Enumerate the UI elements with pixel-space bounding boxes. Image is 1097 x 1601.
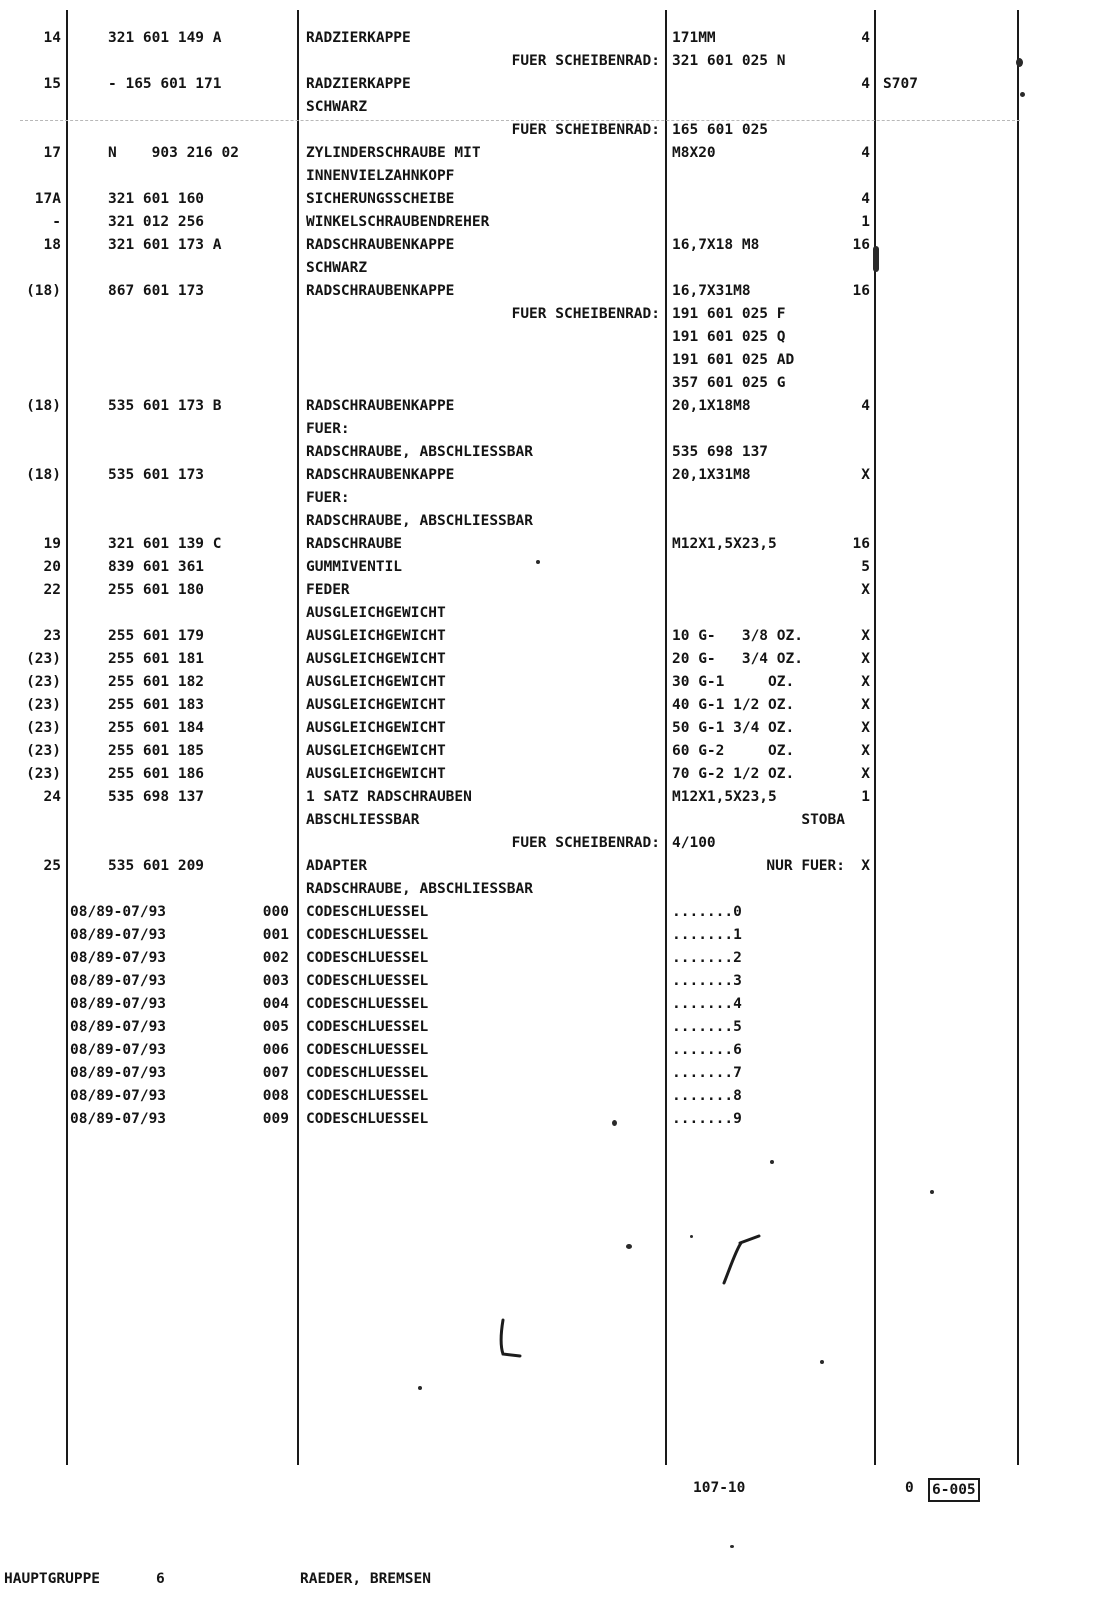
specification: 165 601 025: [672, 122, 769, 138]
table-row: [0, 234, 1097, 257]
quantity: 1: [861, 214, 870, 230]
part-number: 535 601 173: [108, 467, 205, 483]
main-group-name: RAEDER, BREMSEN: [300, 1571, 431, 1587]
table-row: [0, 625, 1097, 648]
part-number: 255 601 180: [108, 582, 205, 598]
part-description: RADSCHRAUBE, ABSCHLIESSBAR: [306, 513, 533, 529]
specification: 20,1X31M8: [672, 467, 751, 483]
part-description: ADAPTER: [306, 858, 368, 874]
specification: .......3: [672, 973, 742, 989]
part-description: RADSCHRAUBENKAPPE: [306, 398, 455, 414]
quantity: X: [861, 720, 870, 736]
quantity: X: [861, 628, 870, 644]
part-description: RADSCHRAUBENKAPPE: [306, 283, 455, 299]
table-row: [0, 1108, 1097, 1131]
table-row: [0, 579, 1097, 602]
table-row: [0, 763, 1097, 786]
part-number: 535 601 173 B: [108, 398, 222, 414]
position-number: 22: [43, 582, 61, 598]
part-description: GUMMIVENTIL: [306, 559, 403, 575]
table-row: [0, 395, 1097, 418]
quantity: 16: [852, 237, 870, 253]
quantity: X: [861, 743, 870, 759]
position-number: (18): [26, 398, 61, 414]
specification: .......5: [672, 1019, 742, 1035]
position-number: -: [52, 214, 61, 230]
table-row: [0, 832, 1097, 855]
specification: 191 601 025 AD: [672, 352, 795, 368]
part-description: CODESCHLUESSEL: [306, 1065, 429, 1081]
date-range: 08/89-07/93: [70, 1019, 167, 1035]
fitment-remark: FUER SCHEIBENRAD:: [511, 835, 660, 851]
model-code: S707: [883, 76, 918, 92]
fitment-remark: FUER SCHEIBENRAD:: [511, 122, 660, 138]
table-row: [0, 740, 1097, 763]
quantity: X: [861, 766, 870, 782]
table-row: [0, 993, 1097, 1016]
table-row: [0, 50, 1097, 73]
fitment-remark: FUER SCHEIBENRAD:: [511, 306, 660, 322]
scan-speck: [930, 1190, 934, 1194]
position-number: (23): [26, 766, 61, 782]
specification: 10 G- 3/8 OZ.: [672, 628, 803, 644]
table-row: [0, 924, 1097, 947]
part-description: CODESCHLUESSEL: [306, 1042, 429, 1058]
specification: 357 601 025 G: [672, 375, 786, 391]
table-row: [0, 855, 1097, 878]
table-row: [0, 533, 1097, 556]
part-number: 255 601 183: [108, 697, 205, 713]
part-number: 321 601 173 A: [108, 237, 222, 253]
part-description: AUSGLEICHGEWICHT: [306, 743, 446, 759]
date-range: 08/89-07/93: [70, 1111, 167, 1127]
part-description: RADZIERKAPPE: [306, 30, 411, 46]
specification: 191 601 025 F: [672, 306, 786, 322]
position-number: 18: [43, 237, 61, 253]
part-number: 321 601 160: [108, 191, 205, 207]
position-number: 14: [43, 30, 61, 46]
position-number: 17: [43, 145, 61, 161]
part-description: RADSCHRAUBENKAPPE: [306, 237, 455, 253]
quantity: X: [861, 467, 870, 483]
specification: 535 698 137: [672, 444, 769, 460]
date-range: 08/89-07/93: [70, 973, 167, 989]
scan-speck: [1020, 92, 1025, 97]
part-description: INNENVIELZAHNKOPF: [306, 168, 455, 184]
quantity: 5: [861, 559, 870, 575]
table-row: [0, 717, 1097, 740]
table-row: [0, 73, 1097, 96]
specification: .......6: [672, 1042, 742, 1058]
catalog-reference: 107-10: [693, 1480, 746, 1496]
table-row: [0, 96, 1097, 119]
quantity: 4: [861, 30, 870, 46]
part-description: CODESCHLUESSEL: [306, 950, 429, 966]
table-row: [0, 418, 1097, 441]
variant-code: 000: [262, 904, 289, 920]
table-row: [0, 694, 1097, 717]
part-description: AUSGLEICHGEWICHT: [306, 605, 446, 621]
part-number: 255 601 186: [108, 766, 205, 782]
table-row: [0, 1062, 1097, 1085]
part-description: RADSCHRAUBENKAPPE: [306, 467, 455, 483]
table-row: [0, 1039, 1097, 1062]
table-row: [0, 648, 1097, 671]
specification: .......9: [672, 1111, 742, 1127]
quantity: 4: [861, 145, 870, 161]
position-number: (23): [26, 697, 61, 713]
specification: 40 G-1 1/2 OZ.: [672, 697, 795, 713]
scan-speck: [626, 1244, 632, 1249]
variant-code: 004: [262, 996, 289, 1012]
specification: .......4: [672, 996, 742, 1012]
scan-speck: [730, 1545, 734, 1548]
position-number: 19: [43, 536, 61, 552]
specification: 20 G- 3/4 OZ.: [672, 651, 803, 667]
table-row: [0, 464, 1097, 487]
specification: 16,7X31M8: [672, 283, 751, 299]
date-range: 08/89-07/93: [70, 1042, 167, 1058]
part-number: 535 601 209: [108, 858, 205, 874]
quantity: 4: [861, 76, 870, 92]
part-description: FEDER: [306, 582, 350, 598]
specification: .......7: [672, 1065, 742, 1081]
quantity: X: [861, 858, 870, 874]
part-description: FUER:: [306, 421, 350, 437]
position-number: 20: [43, 559, 61, 575]
scan-speck: [873, 246, 879, 272]
table-row: [0, 947, 1097, 970]
table-row: [0, 119, 1097, 142]
table-row: [0, 142, 1097, 165]
specification: 50 G-1 3/4 OZ.: [672, 720, 795, 736]
specification: .......0: [672, 904, 742, 920]
table-row: [0, 510, 1097, 533]
table-row: [0, 280, 1097, 303]
position-number: (18): [26, 467, 61, 483]
part-description: CODESCHLUESSEL: [306, 1019, 429, 1035]
quantity: X: [861, 582, 870, 598]
table-row: [0, 188, 1097, 211]
part-description: AUSGLEICHGEWICHT: [306, 766, 446, 782]
scan-speck: [418, 1386, 422, 1390]
scan-speck: [1016, 58, 1023, 67]
table-row: [0, 901, 1097, 924]
position-number: 17A: [34, 191, 61, 207]
quantity: 16: [852, 283, 870, 299]
variant-code: 009: [262, 1111, 289, 1127]
part-description: AUSGLEICHGEWICHT: [306, 628, 446, 644]
part-number: N 903 216 02: [108, 145, 239, 161]
table-row: [0, 441, 1097, 464]
part-description: SICHERUNGSSCHEIBE: [306, 191, 455, 207]
part-number: 255 601 184: [108, 720, 205, 736]
specification: .......2: [672, 950, 742, 966]
scan-speck: [536, 560, 540, 564]
position-number: (23): [26, 674, 61, 690]
part-description: 1 SATZ RADSCHRAUBEN: [306, 789, 472, 805]
table-row: [0, 211, 1097, 234]
quantity: 1: [861, 789, 870, 805]
part-description: AUSGLEICHGEWICHT: [306, 651, 446, 667]
specification: 16,7X18 M8: [672, 237, 760, 253]
specification: 70 G-2 1/2 OZ.: [672, 766, 795, 782]
table-row: [0, 487, 1097, 510]
table-row: [0, 602, 1097, 625]
variant-code: 001: [262, 927, 289, 943]
fitment-remark: FUER SCHEIBENRAD:: [511, 53, 660, 69]
main-group-number: 6: [156, 1571, 165, 1587]
part-number: 867 601 173: [108, 283, 205, 299]
scan-speck: [690, 1235, 693, 1238]
part-number: 321 012 256: [108, 214, 205, 230]
part-description: WINKELSCHRAUBENDREHER: [306, 214, 490, 230]
specification: 60 G-2 OZ.: [672, 743, 795, 759]
specification-note: NUR FUER:: [766, 858, 845, 874]
position-number: 24: [43, 789, 61, 805]
quantity: X: [861, 697, 870, 713]
quantity: X: [861, 674, 870, 690]
part-description: AUSGLEICHGEWICHT: [306, 720, 446, 736]
part-description: AUSGLEICHGEWICHT: [306, 697, 446, 713]
specification: .......1: [672, 927, 742, 943]
table-row: [0, 556, 1097, 579]
date-range: 08/89-07/93: [70, 996, 167, 1012]
part-description: CODESCHLUESSEL: [306, 927, 429, 943]
part-description: FUER:: [306, 490, 350, 506]
table-row: [0, 878, 1097, 901]
table-row: [0, 786, 1097, 809]
variant-code: 006: [262, 1042, 289, 1058]
specification-note: STOBA: [801, 812, 845, 828]
variant-code: 002: [262, 950, 289, 966]
position-number: (18): [26, 283, 61, 299]
position-number: (23): [26, 720, 61, 736]
part-number: 321 601 149 A: [108, 30, 222, 46]
table-row: [0, 809, 1097, 832]
specification: 20,1X18M8: [672, 398, 751, 414]
table-row: [0, 1016, 1097, 1039]
part-number: 535 698 137: [108, 789, 205, 805]
specification: M8X20: [672, 145, 716, 161]
part-description: AUSGLEICHGEWICHT: [306, 674, 446, 690]
part-description: CODESCHLUESSEL: [306, 973, 429, 989]
position-number: (23): [26, 743, 61, 759]
specification: M12X1,5X23,5: [672, 536, 777, 552]
part-description: CODESCHLUESSEL: [306, 904, 429, 920]
position-number: 23: [43, 628, 61, 644]
date-range: 08/89-07/93: [70, 1088, 167, 1104]
variant-code: 008: [262, 1088, 289, 1104]
specification: 4/100: [672, 835, 716, 851]
part-number: 255 601 185: [108, 743, 205, 759]
specification: .......8: [672, 1088, 742, 1104]
table-row: [0, 165, 1097, 188]
date-range: 08/89-07/93: [70, 927, 167, 943]
specification: M12X1,5X23,5: [672, 789, 777, 805]
part-description: ABSCHLIESSBAR: [306, 812, 420, 828]
quantity: X: [861, 651, 870, 667]
variant-code: 007: [262, 1065, 289, 1081]
scan-speck: [612, 1120, 617, 1126]
part-number: 255 601 181: [108, 651, 205, 667]
table-row: [0, 303, 1097, 326]
scan-speck: [820, 1360, 824, 1364]
specification: 321 601 025 N: [672, 53, 786, 69]
part-description: SCHWARZ: [306, 260, 368, 276]
main-group-label: HAUPTGRUPPE: [4, 1571, 101, 1587]
table-row: [0, 671, 1097, 694]
part-number: - 165 601 171: [108, 76, 222, 92]
part-description: RADSCHRAUBE: [306, 536, 403, 552]
quantity: 4: [861, 191, 870, 207]
variant-code: 003: [262, 973, 289, 989]
date-range: 08/89-07/93: [70, 1065, 167, 1081]
table-row: [0, 257, 1097, 280]
part-description: SCHWARZ: [306, 99, 368, 115]
pen-stroke: [724, 1236, 759, 1283]
date-range: 08/89-07/93: [70, 904, 167, 920]
table-row: [0, 1085, 1097, 1108]
position-number: (23): [26, 651, 61, 667]
specification: 30 G-1 OZ.: [672, 674, 795, 690]
table-row: [0, 326, 1097, 349]
part-description: RADZIERKAPPE: [306, 76, 411, 92]
part-number: 321 601 139 C: [108, 536, 222, 552]
variant-code: 005: [262, 1019, 289, 1035]
part-number: 255 601 182: [108, 674, 205, 690]
quantity: 4: [861, 398, 870, 414]
scan-speck: [770, 1160, 774, 1164]
table-row: [0, 372, 1097, 395]
position-number: 25: [43, 858, 61, 874]
part-number: 255 601 179: [108, 628, 205, 644]
table-row: [0, 970, 1097, 993]
part-description: CODESCHLUESSEL: [306, 996, 429, 1012]
quantity: 16: [852, 536, 870, 552]
page-prefix: 0: [905, 1480, 914, 1496]
part-description: RADSCHRAUBE, ABSCHLIESSBAR: [306, 444, 533, 460]
part-description: RADSCHRAUBE, ABSCHLIESSBAR: [306, 881, 533, 897]
position-number: 15: [43, 76, 61, 92]
part-description: ZYLINDERSCHRAUBE MIT: [306, 145, 481, 161]
table-row: [0, 27, 1097, 50]
specification: 171MM: [672, 30, 716, 46]
part-number: 839 601 361: [108, 559, 205, 575]
page-number: 6-005: [928, 1478, 980, 1502]
pen-stroke: [501, 1320, 520, 1356]
date-range: 08/89-07/93: [70, 950, 167, 966]
part-description: CODESCHLUESSEL: [306, 1111, 429, 1127]
part-description: CODESCHLUESSEL: [306, 1088, 429, 1104]
table-row: [0, 349, 1097, 372]
specification: 191 601 025 Q: [672, 329, 786, 345]
